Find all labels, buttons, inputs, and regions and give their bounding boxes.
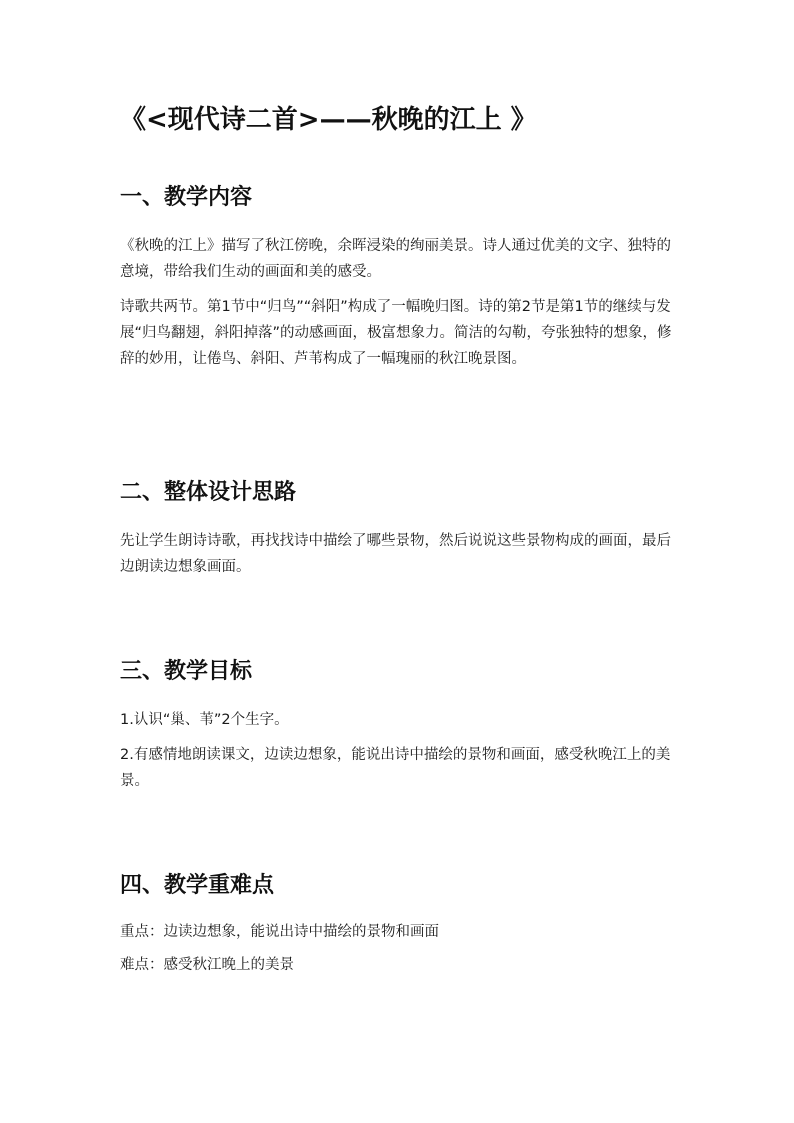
document-title: 《<现代诗二首>——秋晚的江上 》 <box>120 105 537 135</box>
section-teaching-goals <box>120 655 680 803</box>
difficult-point: 难点：感受秋江晚上的美景 <box>120 957 294 973</box>
section-teaching-content <box>120 181 680 381</box>
section-heading: 四、教学重难点 <box>120 873 275 898</box>
section-key-difficult-points <box>120 869 680 985</box>
paragraph: 《秋晚的江上》描写了秋江傍晚，余晖浸染的绚丽美景。诗人通过优美的文字、独特的意境，带给我们生动的画面和美的感受。 <box>120 238 671 280</box>
key-point: 重点：边读边想象，能说出诗中描绘的景物和画面 <box>120 924 439 940</box>
paragraph: 先让学生朗诗诗歌，再找找诗中描绘了哪些景物，然后说说这些景物构成的画面，最后边朗读边想象画面。 <box>120 533 671 575</box>
section-heading: 三、教学目标 <box>120 659 253 684</box>
paragraph: 诗歌共两节。第1节中“归鸟”“斜阳”构成了一幅晚归图。诗的第2节是第1节的继续与发展“归鸟翻翅，斜阳掉落”的动感画面，极富想象力。简洁的勾勒，夸张独特的想象，修辞的妙用，让倦鸟、斜阳、芦苇构成了一幅瑰丽的秋江晚景图。 <box>120 299 672 367</box>
goal-item: 1.认识“巢、苇”2个生字。 <box>120 712 289 728</box>
section-design-idea <box>120 476 680 589</box>
section-heading: 二、整体设计思路 <box>120 480 297 505</box>
goal-item: 2.有感情地朗读课文，边读边想象，能说出诗中描绘的景物和画面，感受秋晚江上的美景。 <box>120 747 671 789</box>
section-heading: 一、教学内容 <box>120 185 253 210</box>
